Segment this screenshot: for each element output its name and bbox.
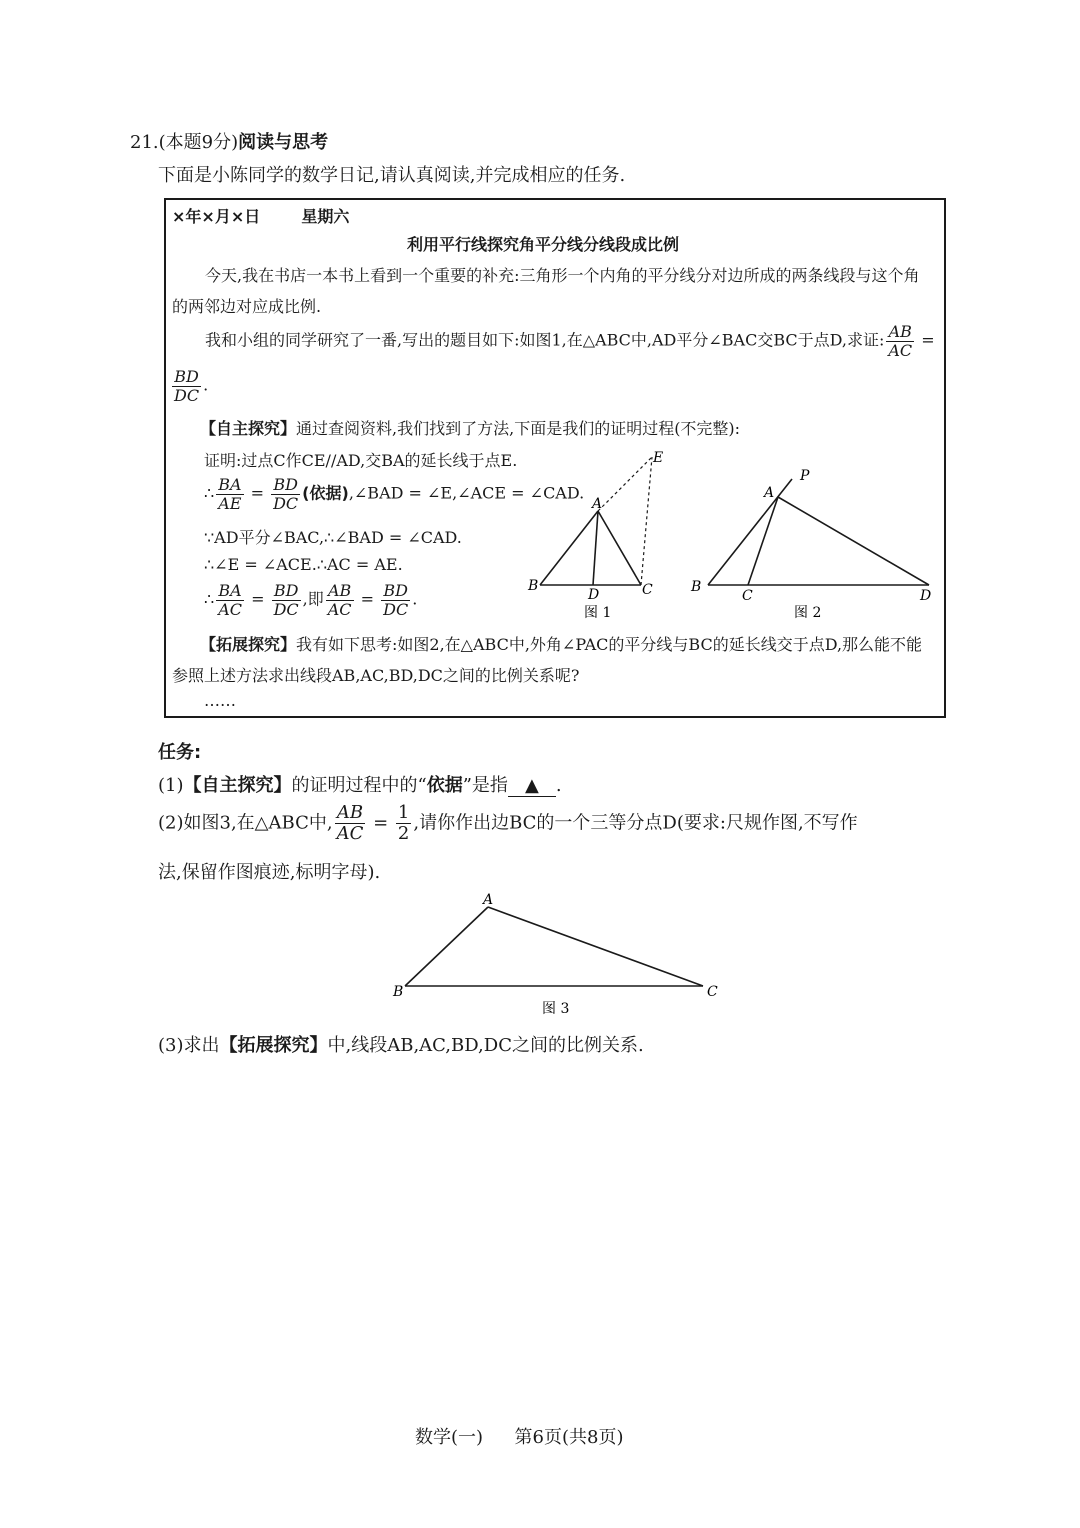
diary-date: ×年×月×日: [172, 207, 261, 226]
fraction-bd-dc: $\frac{BD}{DC}$: [174, 367, 200, 405]
equals-sign: =: [921, 330, 935, 350]
fraction-bd-dc-2: $\frac{BD}{DC}$: [273, 475, 299, 513]
problem-title: 阅读与思考: [238, 132, 329, 153]
extend-line2: 参照上述方法求出线段AB,AC,BD,DC之间的比例关系呢?: [172, 666, 580, 685]
extend-text: 我有如下思考:如图2,在△ABC中,外角∠PAC的平分线与BC的延长线交于点D,那么能不能: [296, 635, 923, 654]
diary-weekday: 星期六: [301, 207, 350, 226]
fig2-label-p: P: [800, 468, 810, 484]
fig3-side-ab: [405, 907, 488, 986]
task-2-line2: 法,保留作图痕迹,标明字母).: [158, 862, 381, 883]
fig1-caption: 图 1: [584, 605, 612, 621]
fig1-dashed-ce: [641, 457, 652, 585]
problem-points: (本题9分): [158, 132, 239, 153]
fig2-label-b: B: [691, 579, 702, 595]
fig3-label-c: C: [707, 984, 718, 1000]
problem-header: [130, 128, 328, 154]
problem-intro: 下面是小陈同学的数学日记,请认真阅读,并完成相应的任务.: [158, 165, 626, 186]
fig1-side-ac: [598, 511, 641, 585]
proof-line5: ∴ $\frac{BA}{AC}$ = $\frac{BD}{DC}$ ,即 $\frac{AB}{AC}$ = $\frac{BD}{DC}$ .: [204, 581, 418, 619]
fraction-ab-ac: $\frac{AB}{AC}$: [888, 322, 913, 360]
extend-tag: 【拓展探究】: [200, 635, 297, 654]
proof-basis: (依据): [302, 483, 349, 503]
diary-para1-line2: 的两邻边对应成比例.: [172, 297, 322, 316]
fig1-label-e: E: [653, 450, 664, 466]
answer-blank: ▲: [508, 775, 556, 797]
fig3-caption: 图 3: [542, 1001, 570, 1017]
fig2-ray-bp: [708, 479, 792, 585]
fig1-label-c: C: [642, 582, 653, 598]
task-2: (2)如图3,在△ABC中, $\frac{AB}{AC}$ = $\frac{1}{2}$ ,请你作出边BC的一个三等分点D(要求:尺规作图,不写作: [158, 802, 858, 844]
fraction-bd-dc-4: $\frac{BD}{DC}$: [383, 581, 409, 619]
footer-page: 第6页(共8页): [514, 1427, 624, 1448]
fig2-label-d: D: [920, 588, 932, 604]
task-1: (1)【自主探究】的证明过程中的“依据”是指 ▲ .: [158, 775, 562, 796]
fraction-ba-ae: $\frac{BA}{AE}$: [218, 475, 242, 513]
proof-line2: ∴ $\frac{BA}{AE}$ = $\frac{BD}{DC}$ (依据),∠BAD = ∠E,∠ACE = ∠CAD.: [204, 475, 585, 513]
fig1-label-a: A: [592, 496, 603, 512]
fig2-caption: 图 2: [794, 605, 822, 621]
diary-para1-line1: 今天,我在书店一本书上看到一个重要的补充:三角形一个内角的平分线分对边所成的两条线段与这个角: [205, 266, 920, 285]
extend-line1: [200, 632, 922, 655]
fig1-label-b: B: [528, 578, 539, 594]
fig3-side-ac: [488, 907, 703, 986]
task2-fraction-ab-ac: $\frac{AB}{AC}$: [336, 802, 364, 844]
problem-number: 21.: [130, 132, 159, 153]
explore-tag: 【自主探究】: [200, 419, 297, 438]
fraction-ba-ac: $\frac{BA}{AC}$: [218, 581, 242, 619]
footer-subject: 数学(一): [415, 1427, 484, 1448]
diary-para2: [205, 323, 935, 359]
fig1-dashed-ae: [598, 457, 652, 511]
proof-line4: ∴∠E = ∠ACE.∴AC = AE.: [204, 555, 403, 574]
diary-date-line: [172, 204, 349, 227]
explore-text: 通过查阅资料,我们找到了方法,下面是我们的证明过程(不完整):: [296, 419, 741, 438]
figure-3: [385, 890, 725, 1020]
fig2-label-a: A: [764, 485, 775, 501]
fig2-side-ac: [748, 497, 778, 585]
fraction-bd-dc-3: $\frac{BD}{DC}$: [273, 581, 299, 619]
proof-line3: ∵AD平分∠BAC,∴∠BAD = ∠CAD.: [204, 528, 462, 547]
figure-2: [686, 460, 936, 628]
task2-fraction-half: $\frac{1}{2}$: [397, 802, 410, 844]
diary-heading: 利用平行线探究角平分线分线段成比例: [407, 235, 680, 254]
fig1-label-d: D: [588, 587, 600, 603]
diary-para2-cont: $\frac{BD}{DC}$ .: [174, 367, 209, 405]
diary-para2-text: 我和小组的同学研究了一番,写出的题目如下:如图1,在△ABC中,AD平分∠BAC交BC于点D,求证:: [205, 330, 885, 350]
fig3-label-a: A: [483, 892, 494, 908]
proof-line1: 证明:过点C作CE//AD,交BA的延长线于点E.: [204, 451, 518, 470]
task-3: (3)求出【拓展探究】中,线段AB,AC,BD,DC之间的比例关系.: [158, 1035, 644, 1056]
tasks-label: 任务:: [158, 742, 202, 763]
explore-line: [200, 416, 740, 439]
fig1-side-ab: [540, 511, 598, 585]
fig3-label-b: B: [393, 984, 404, 1000]
fig2-bisector-ad: [778, 497, 929, 585]
diary-ellipsis: ……: [204, 691, 236, 710]
page-footer: [415, 1423, 623, 1449]
figure-1: [520, 448, 670, 628]
fig1-bisector-ad: [593, 511, 598, 585]
fig2-label-c: C: [742, 588, 753, 604]
fraction-ab-ac-2: $\frac{AB}{AC}$: [327, 581, 352, 619]
